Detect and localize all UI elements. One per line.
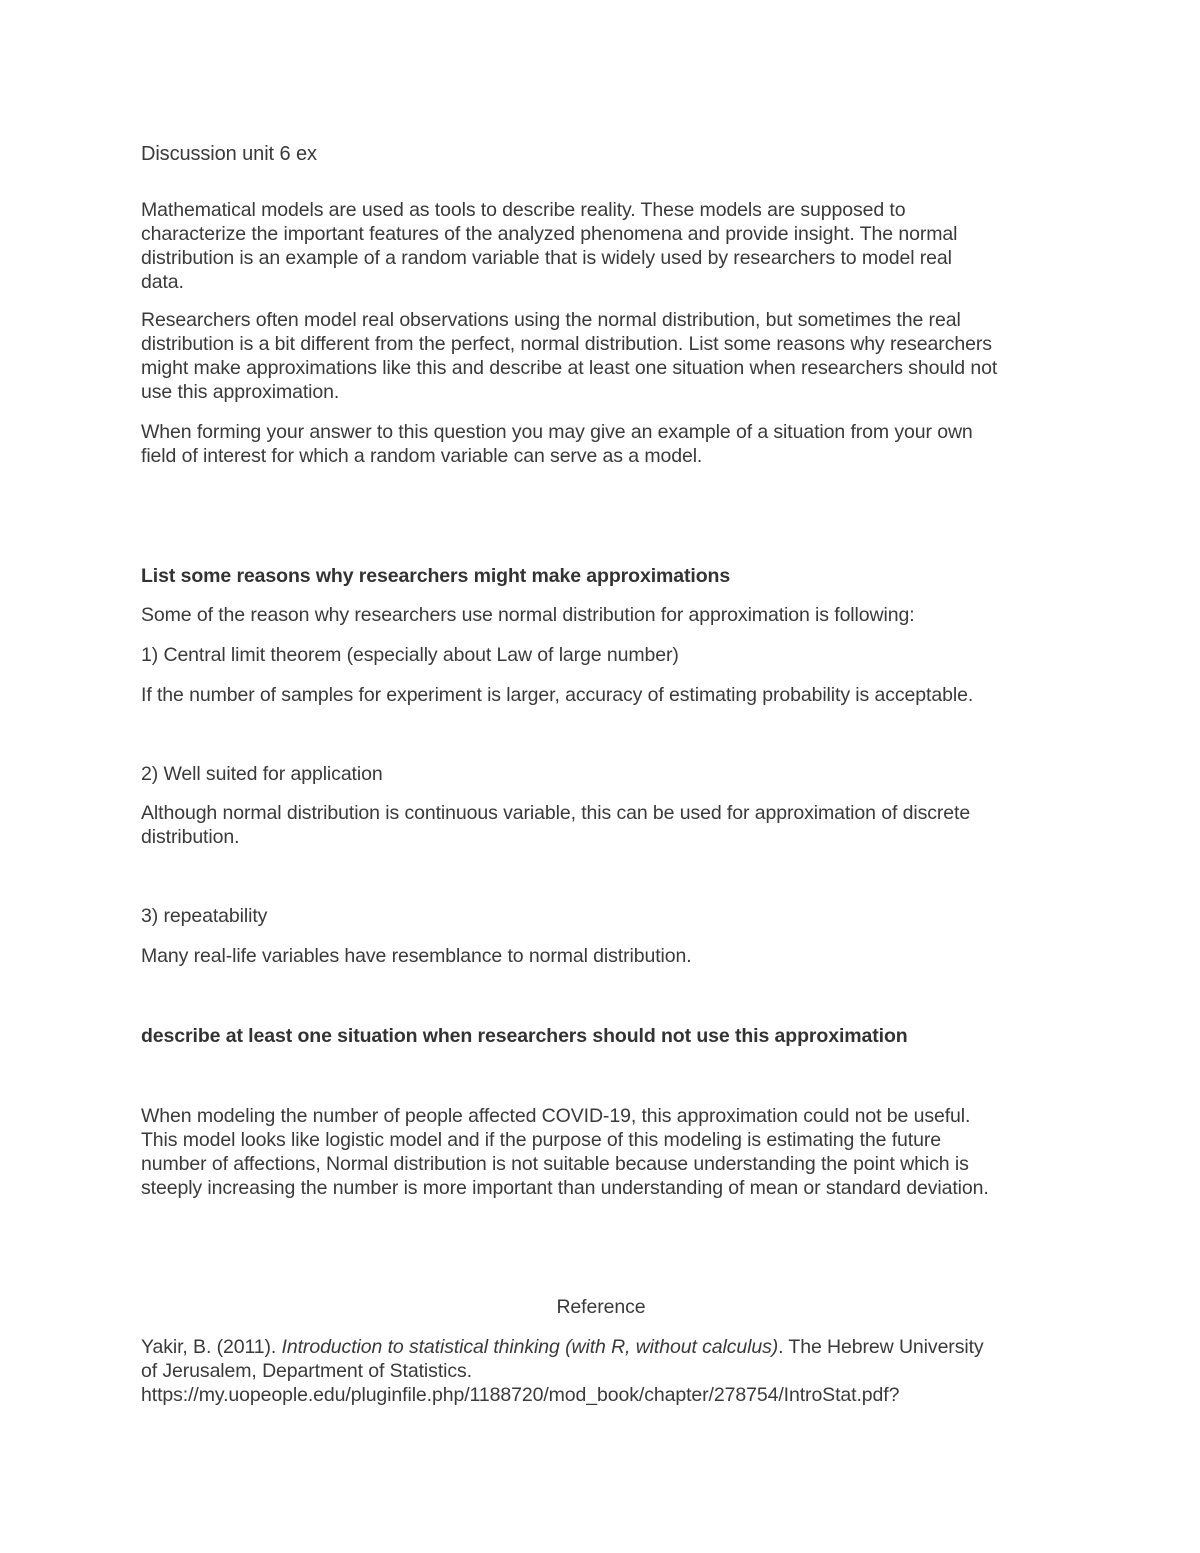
reason-2-title: 2) Well suited for application <box>141 763 383 785</box>
document-title: Discussion unit 6 ex <box>141 143 317 165</box>
reason-1-title: 1) Central limit theorem (especially about Law of large number) <box>141 644 679 666</box>
prompt-paragraph-3: When forming your answer to this question you may give an example of a situation from your own field of interest for which a random variable can serve as a model. <box>141 421 973 467</box>
section-heading-situation: describe at least one situation when researchers should not use this approximation <box>141 1025 908 1047</box>
situation-body: When modeling the number of people affected COVID-19, this approximation could not be useful. This model looks like logistic model and if the purpose of this modeling is estimating the future number of affections, Normal distribution is not suitable because understanding the point which is steeply increasing the number is more important than understanding of mean or standard deviation. <box>141 1105 989 1199</box>
reason-2-body: Although normal distribution is continuous variable, this can be used for approximation of discrete distribution. <box>141 802 971 848</box>
reference-publisher-line-1: . The Hebrew University <box>778 1336 984 1358</box>
reference-author-year: Yakir, B. (2011). <box>141 1336 282 1358</box>
reference-url[interactable]: https://my.uopeople.edu/pluginfile.php/1188720/mod_book/chapter/278754/IntroStat.pdf? <box>141 1384 900 1406</box>
document-page <box>141 0 1061 1553</box>
prompt-paragraph-2: Researchers often model real observations using the normal distribution, but sometimes the real distribution is a bit different from the perfect, normal distribution. List some reasons why researchers might make approximations like this and describe at least one situation when researchers should not use this approximation. <box>141 309 998 403</box>
reason-1-body: If the number of samples for experiment is larger, accuracy of estimating probability is acceptable. <box>141 684 974 706</box>
prompt-paragraph-1: Mathematical models are used as tools to describe reality. These models are supposed to characterize the important features of the analyzed phenomena and provide insight. The normal distribution is an example of a random variable that is widely used by researchers to model real data. <box>141 199 958 293</box>
reason-3-title: 3) repeatability <box>141 905 268 927</box>
reference-publisher-line-2: of Jerusalem, Department of Statistics. <box>141 1360 472 1382</box>
reference-citation <box>141 1335 1061 1359</box>
reference-heading: Reference <box>556 1296 646 1318</box>
section-heading-reasons: List some reasons why researchers might make approximations <box>141 565 731 587</box>
reason-3-body: Many real-life variables have resemblance to normal distribution. <box>141 945 692 967</box>
reference-book-title: Introduction to statistical thinking (with R, without calculus) <box>281 1336 779 1358</box>
reasons-intro: Some of the reason why researchers use normal distribution for approximation is following: <box>141 604 915 626</box>
